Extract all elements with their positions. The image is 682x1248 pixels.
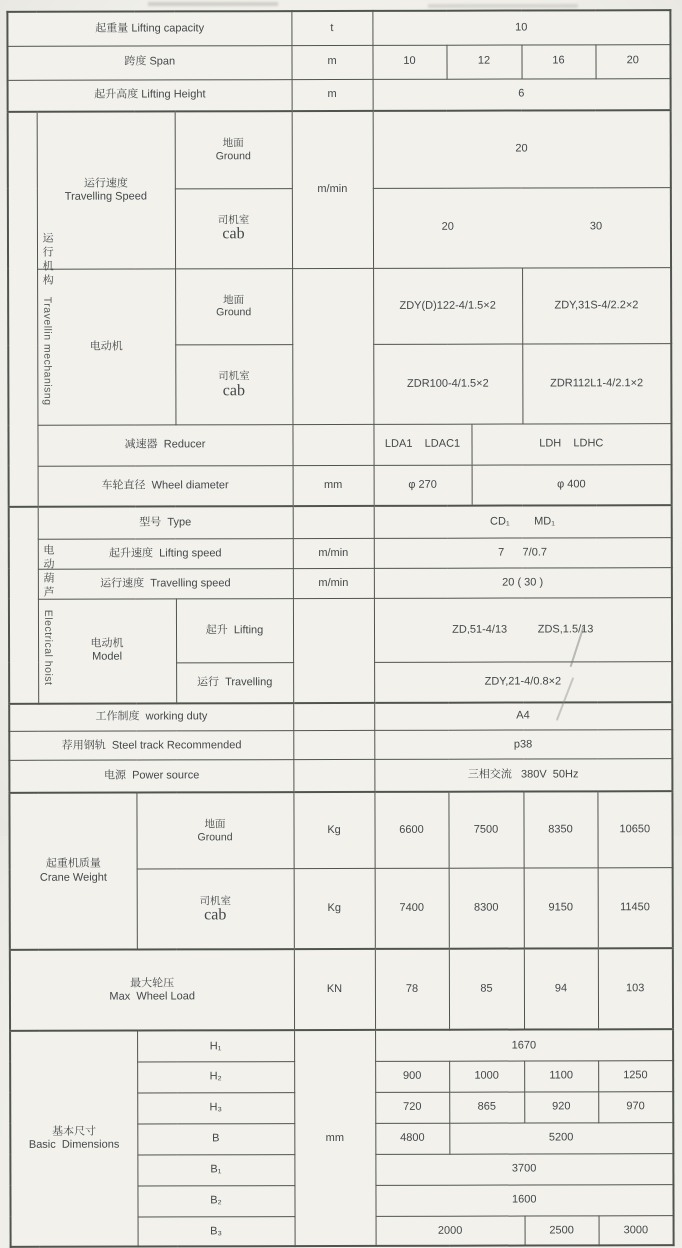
lifting-height-label: 起升高度 Lifting Height: [8, 79, 292, 112]
row-lifting-height: [8, 78, 671, 112]
row-hoist-motor-lifting: [9, 597, 672, 663]
span-value-1: 10: [372, 45, 446, 79]
dim-b-value-2: 5200: [449, 1123, 673, 1155]
row-wheel-diameter: [9, 464, 672, 507]
lifting-height-value: 6: [373, 78, 671, 111]
dim-h1-value: 1670: [375, 1030, 673, 1062]
row-lifting-capacity: [7, 10, 670, 46]
dim-h3-value-4: 970: [598, 1092, 673, 1123]
crane-weight-ground-value-2: 7500: [448, 791, 523, 868]
reducer-values: [373, 424, 671, 465]
working-duty-label: 工作制度 working duty: [9, 703, 293, 732]
span-value-4: 20: [595, 44, 670, 78]
wheel-diameter-unit: mm: [293, 465, 374, 506]
hoist-lifting-speed-unit: m/min: [293, 538, 374, 568]
hoist-lifting-speed-label: 起升速度 Lifting speed: [38, 538, 293, 569]
dim-b1-value: 3700: [375, 1154, 673, 1186]
reducer-value-1: LDA1 LDAC1: [374, 425, 472, 465]
dim-b1-sublabel: B₁: [137, 1155, 294, 1186]
section-electrical-hoist-label: [9, 507, 55, 704]
row-crane-weight-ground: [9, 791, 672, 870]
crane-weight-ground-sublabel: 地面 Ground: [136, 792, 293, 869]
travel-speed-cab-sublabel: 司机室 cab: [175, 188, 292, 268]
hoist-type-value: CD₁ MD₁: [374, 505, 672, 538]
travel-speed-unit: m/min: [292, 111, 373, 268]
hoist-motor-travelling-value: ZDY,21-4/0.8×2: [374, 662, 672, 703]
lifting-capacity-value: 10: [372, 10, 670, 45]
travel-motor-ground-value-2: ZDY,31S-4/2.2×2: [522, 267, 671, 344]
crane-weight-ground-unit: Kg: [293, 792, 374, 869]
hoist-type-unit: [293, 506, 374, 538]
travel-motor-unit: [292, 268, 373, 425]
travel-speed-cab-value-1: 20: [373, 188, 522, 268]
max-wheel-load-value-1: 78: [375, 949, 449, 1030]
crane-weight-ground-value-4: 10650: [597, 791, 672, 868]
row-hoist-type: [9, 505, 672, 539]
steel-track-value: p38: [374, 730, 672, 760]
crane-weight-ground-value-1: 6600: [374, 792, 448, 869]
dim-b3-sublabel: B₃: [138, 1217, 295, 1247]
lifting-capacity-unit: t: [291, 11, 372, 45]
hoist-lifting-speed-value: 7 7/0.7: [374, 537, 672, 568]
max-wheel-load-value-4: 103: [598, 948, 673, 1029]
wheel-diameter-label: 车轮直径 Wheel diameter: [38, 465, 293, 507]
crane-weight-cab-value-3: 9150: [524, 868, 598, 949]
row-hoist-lifting-speed: [9, 537, 672, 569]
crane-weight-label: 起重机质量 Crane Weight: [9, 792, 136, 950]
travel-motor-ground-value-1: ZDY(D)122-4/1.5×2: [373, 268, 522, 345]
dim-b2-sublabel: B₂: [137, 1186, 294, 1217]
crane-weight-ground-value-3: 8350: [523, 791, 597, 868]
scan-artifact: [428, 4, 578, 8]
travel-speed-ground-value: 20: [373, 110, 671, 188]
travel-motor-ground-sublabel: 地面 Ground: [175, 268, 292, 345]
electrical-hoist-vertical-text: 电动葫芦Electrical hoist: [41, 544, 55, 686]
dim-h3-value-1: 720: [375, 1092, 449, 1123]
travel-motor-cab-value-1: ZDR100-4/1.5×2: [373, 344, 522, 424]
travel-mechanism-vertical-text: 运行机构Travellin mechanisng: [41, 232, 54, 406]
dim-h2-value-2: 1000: [449, 1061, 524, 1092]
power-source-unit: [293, 760, 374, 792]
dims-unit: mm: [294, 1030, 376, 1246]
dim-h2-value-1: 900: [375, 1061, 449, 1092]
row-travel-motor-ground: [8, 267, 671, 345]
power-source-value: 三相交流 380V 50Hz: [374, 759, 672, 792]
dim-b3-value-2: 2500: [525, 1216, 599, 1246]
reducer-unit: [292, 424, 373, 465]
dim-h1-sublabel: H₁: [137, 1031, 294, 1062]
dim-h3-value-3: 920: [524, 1092, 598, 1123]
row-dim-h1: [10, 1030, 673, 1063]
working-duty-value: A4: [374, 702, 672, 731]
section-travel-mechanism-label: [8, 112, 54, 507]
lifting-capacity-label: 起重量 Lifting capacity: [7, 11, 291, 46]
power-source-label: 电源 Power source: [9, 760, 293, 793]
crane-weight-cab-value-1: 7400: [375, 869, 449, 950]
lifting-height-unit: m: [292, 79, 373, 111]
travel-motor-cab-sublabel: 司机室 cab: [175, 345, 292, 425]
span-label: 跨度 Span: [7, 45, 291, 80]
dim-h2-sublabel: H₂: [137, 1062, 294, 1093]
span-unit: m: [291, 45, 372, 79]
hoist-motor-lifting-sublabel: 起升 Lifting: [176, 598, 293, 663]
row-hoist-travelling-speed: [9, 567, 672, 599]
spec-sheet: [6, 9, 674, 1248]
working-duty-unit: [293, 703, 374, 731]
max-wheel-load-value-3: 94: [524, 949, 598, 1030]
max-wheel-load-label: 最大轮压 Max Wheel Load: [10, 949, 294, 1031]
hoist-travelling-speed-value: 20 ( 30 ): [374, 567, 672, 598]
hoist-motor-label: 电动机 Model: [38, 599, 176, 704]
dim-b3-value-3: 3000: [599, 1216, 674, 1246]
span-value-2: 12: [446, 45, 521, 79]
travel-speed-label: 运行速度 Travelling Speed: [37, 111, 175, 268]
hoist-motor-travelling-sublabel: 运行 Travelling: [176, 663, 293, 704]
dim-b3-value-1: 2000: [376, 1216, 525, 1246]
wheel-diameter-value-2: φ 400: [557, 478, 586, 491]
basic-dimensions-label: 基本尺寸 Basic Dimensions: [10, 1031, 138, 1247]
crane-weight-cab-value-4: 11450: [598, 868, 673, 949]
crane-weight-cab-value-2: 8300: [449, 868, 524, 949]
max-wheel-load-value-2: 85: [449, 949, 524, 1030]
row-working-duty: [9, 702, 672, 732]
dim-b-value-1: 4800: [375, 1123, 449, 1154]
dim-h3-sublabel: H₃: [137, 1093, 294, 1124]
row-reducer: [8, 424, 671, 466]
hoist-motor-lifting-value: ZD,51-4/13 ZDS,1.5/13: [374, 597, 672, 662]
scan-artifact: [148, 2, 278, 6]
row-steel-track: [9, 730, 672, 761]
row-max-wheel-load: [10, 948, 673, 1031]
wheel-diameter-value-1: φ 270: [374, 465, 472, 505]
crane-weight-cab-sublabel: 司机室 cab: [137, 869, 294, 950]
hoist-travelling-speed-unit: m/min: [293, 568, 374, 598]
hoist-travelling-speed-label: 运行速度 Travelling speed: [38, 568, 293, 599]
travel-motor-cab-value-2: ZDR112L1-4/2.1×2: [522, 344, 671, 424]
crane-weight-cab-unit: Kg: [294, 869, 375, 950]
span-value-3: 16: [521, 44, 595, 78]
crane-spec-table: [6, 9, 674, 1248]
wheel-diameter-values: [374, 464, 672, 506]
travel-speed-ground-sublabel: 地面 Ground: [175, 111, 292, 188]
dim-h2-value-4: 1250: [598, 1061, 673, 1092]
travel-motor-label: 电动机: [37, 268, 175, 425]
steel-track-label: 荐用钢轨 Steel track Recommended: [9, 731, 293, 761]
steel-track-unit: [293, 731, 374, 760]
row-span: [7, 44, 670, 80]
hoist-motor-unit: [293, 598, 374, 703]
reducer-label: 减速器 Reducer: [37, 425, 292, 466]
hoist-type-label: 型号 Type: [38, 506, 293, 539]
dim-h3-value-2: 865: [449, 1092, 524, 1123]
row-power-source: [9, 759, 672, 793]
dim-b2-value: 1600: [375, 1185, 673, 1217]
dim-h2-value-3: 1100: [524, 1061, 598, 1092]
reducer-value-2: LDH LDHC: [539, 437, 604, 450]
max-wheel-load-unit: KN: [294, 949, 375, 1030]
dim-b-sublabel: B: [137, 1124, 294, 1155]
travel-speed-cab-value-2: 30: [522, 187, 671, 267]
row-travel-speed-ground: [8, 110, 671, 189]
